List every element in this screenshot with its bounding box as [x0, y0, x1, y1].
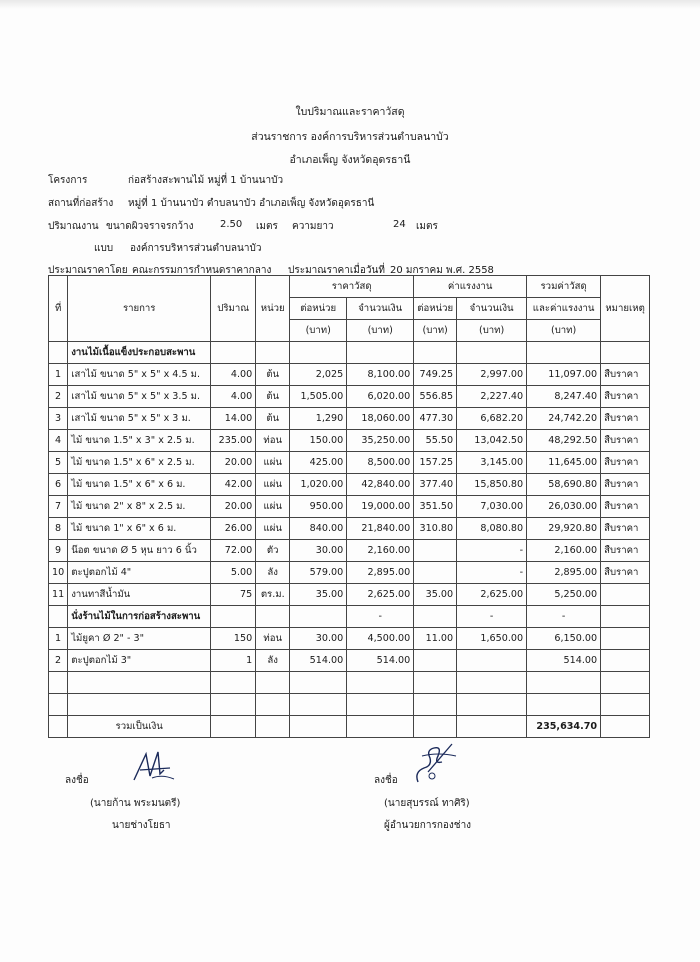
- row-no: 9: [49, 540, 68, 562]
- section2-body: [49, 628, 650, 672]
- row-item: เสาไม้ ขนาด 5" x 5" x 3 ม.: [68, 408, 211, 430]
- header-labor-per-unit: ต่อหน่วย: [414, 298, 457, 320]
- row-remark: สืบราคา: [601, 364, 650, 386]
- table-row: [49, 562, 650, 584]
- row-total: 514.00: [527, 650, 601, 672]
- row-no: 3: [49, 408, 68, 430]
- row-no: 11: [49, 584, 68, 606]
- row-no: 2: [49, 386, 68, 408]
- row-total: 24,742.20: [527, 408, 601, 430]
- row-labor-amount: 7,030.00: [457, 496, 527, 518]
- row-material-unit-price: 30.00: [290, 540, 347, 562]
- dash-cell: -: [347, 606, 414, 628]
- row-unit: แผ่น: [256, 518, 290, 540]
- row-material-amount: 8,100.00: [347, 364, 414, 386]
- table-row: [49, 518, 650, 540]
- row-material-unit-price: 579.00: [290, 562, 347, 584]
- row-material-amount: 514.00: [347, 650, 414, 672]
- table-row: [49, 430, 650, 452]
- row-material-amount: 42,840.00: [347, 474, 414, 496]
- row-total: 58,690.80: [527, 474, 601, 496]
- row-unit: แผ่น: [256, 496, 290, 518]
- row-labor-amount: 2,625.00: [457, 584, 527, 606]
- row-no: 6: [49, 474, 68, 496]
- row-labor-amount: 15,850.80: [457, 474, 527, 496]
- row-labor-amount: 3,145.00: [457, 452, 527, 474]
- blank-row: [49, 694, 650, 716]
- model-value: องค์การบริหารส่วนตำบลนาบัว: [130, 243, 262, 254]
- row-material-amount: 2,895.00: [347, 562, 414, 584]
- row-item: งานทาสีน้ำมัน: [68, 584, 211, 606]
- row-labor-amount: 2,227.40: [457, 386, 527, 408]
- width-unit: เมตร: [256, 221, 278, 232]
- row-remark: สืบราคา: [601, 430, 650, 452]
- header-baht: (บาท): [347, 320, 414, 342]
- row-item: เสาไม้ ขนาด 5" x 5" x 4.5 ม.: [68, 364, 211, 386]
- length-label: ความยาว: [292, 221, 334, 232]
- row-total: 29,920.80: [527, 518, 601, 540]
- row-material-unit-price: 30.00: [290, 628, 347, 650]
- table-row: [49, 386, 650, 408]
- row-labor-unit-price: 55.50: [414, 430, 457, 452]
- row-remark: [601, 584, 650, 606]
- table-row: [49, 364, 650, 386]
- row-labor-amount: -: [457, 540, 527, 562]
- row-material-unit-price: 425.00: [290, 452, 347, 474]
- row-remark: [601, 628, 650, 650]
- location-value: หมู่ที่ 1 บ้านนาบัว ตำบลนาบัว อำเภอเพ็ญ จังหวัดอุดรธานี: [128, 198, 375, 209]
- width-value: 2.50: [220, 219, 243, 230]
- row-total: 48,292.50: [527, 430, 601, 452]
- estimator-label: ประมาณราคาโดย: [48, 265, 128, 276]
- row-unit: ลัง: [256, 650, 290, 672]
- row-qty: 4.00: [211, 364, 256, 386]
- row-material-amount: 18,060.00: [347, 408, 414, 430]
- row-item: น๊อต ขนาด Ø 5 หุน ยาว 6 นิ้ว: [68, 540, 211, 562]
- row-item: ไม้ ขนาด 1" x 6" x 6 ม.: [68, 518, 211, 540]
- row-labor-unit-price: 556.85: [414, 386, 457, 408]
- row-labor-amount: 13,042.50: [457, 430, 527, 452]
- header-qty: ปริมาณ: [211, 276, 256, 342]
- row-qty: 14.00: [211, 408, 256, 430]
- table-row: [49, 650, 650, 672]
- row-material-amount: 6,020.00: [347, 386, 414, 408]
- row-remark: สืบราคา: [601, 452, 650, 474]
- header-unit: หน่วย: [256, 276, 290, 342]
- row-unit: ต้น: [256, 386, 290, 408]
- right-sign-label: ลงชื่อ: [374, 775, 398, 786]
- header-total-a: รวมค่าวัสดุ: [527, 276, 601, 298]
- row-labor-unit-price: 35.00: [414, 584, 457, 606]
- header-baht: (บาท): [457, 320, 527, 342]
- row-labor-amount: 2,997.00: [457, 364, 527, 386]
- row-item: ตะปูตอกไม้ 4": [68, 562, 211, 584]
- table-row: [49, 496, 650, 518]
- row-labor-unit-price: 351.50: [414, 496, 457, 518]
- row-labor-amount: 1,650.00: [457, 628, 527, 650]
- table-row: [49, 584, 650, 606]
- row-material-amount: 35,250.00: [347, 430, 414, 452]
- row-labor-unit-price: [414, 562, 457, 584]
- row-no: 10: [49, 562, 68, 584]
- row-total: 5,250.00: [527, 584, 601, 606]
- row-qty: 5.00: [211, 562, 256, 584]
- row-labor-amount: [457, 650, 527, 672]
- location-label: สถานที่ก่อสร้าง: [48, 198, 114, 209]
- page-shadow: [0, 0, 700, 9]
- section-row: [49, 606, 650, 628]
- length-value: 24: [393, 219, 406, 230]
- section1-body: [49, 364, 650, 606]
- header-row-1: [49, 276, 650, 298]
- district-line: อำเภอเพ็ญ จังหวัดอุดรธานี: [289, 154, 411, 166]
- row-qty: 72.00: [211, 540, 256, 562]
- header-baht: (บาท): [290, 320, 347, 342]
- header-total-c: (บาท): [527, 320, 601, 342]
- quantity-label: ปริมาณงาน: [48, 221, 99, 232]
- table-row: [49, 540, 650, 562]
- table-row: [49, 408, 650, 430]
- row-material-unit-price: 35.00: [290, 584, 347, 606]
- row-material-unit-price: 2,025: [290, 364, 347, 386]
- date-value: 20 มกราคม พ.ศ. 2558: [390, 265, 494, 276]
- row-item: ตะปูตอกไม้ 3": [68, 650, 211, 672]
- row-unit: แผ่น: [256, 474, 290, 496]
- row-qty: 4.00: [211, 386, 256, 408]
- header-material-amount: จำนวนเงิน: [347, 298, 414, 320]
- row-unit: ตร.ม.: [256, 584, 290, 606]
- section-title: นั่งร้านไม้ในการก่อสร้างสะพาน: [68, 606, 211, 628]
- row-unit: ท่อน: [256, 430, 290, 452]
- left-sign-label: ลงชื่อ: [65, 775, 89, 786]
- row-total: 6,150.00: [527, 628, 601, 650]
- org-line: ส่วนราชการ องค์การบริหารส่วนตำบลนาบัว: [251, 131, 449, 143]
- row-remark: สืบราคา: [601, 408, 650, 430]
- row-material-amount: 4,500.00: [347, 628, 414, 650]
- row-remark: [601, 650, 650, 672]
- row-total: 2,895.00: [527, 562, 601, 584]
- grand-total: 235,634.70: [527, 716, 601, 738]
- row-unit: ลัง: [256, 562, 290, 584]
- row-material-amount: 2,625.00: [347, 584, 414, 606]
- row-labor-unit-price: 477.30: [414, 408, 457, 430]
- header-material-per-unit: ต่อหน่วย: [290, 298, 347, 320]
- left-signer-name: (นายก้าน พระมนตรี): [90, 798, 181, 809]
- header-remark: หมายเหตุ: [601, 276, 650, 342]
- header-baht: (บาท): [414, 320, 457, 342]
- header-total-b: และค่าแรงงาน: [527, 298, 601, 320]
- row-material-amount: 2,160.00: [347, 540, 414, 562]
- row-material-amount: 21,840.00: [347, 518, 414, 540]
- right-signer-title: ผู้อำนวยการกองช่าง: [384, 820, 472, 831]
- total-label: รวมเป็นเงิน: [68, 716, 211, 738]
- row-no: 7: [49, 496, 68, 518]
- row-item: ไม้ ขนาด 1.5" x 3" x 2.5 ม.: [68, 430, 211, 452]
- right-signature: [408, 738, 466, 788]
- document-title: ใบปริมาณและราคาวัสดุ: [295, 106, 405, 118]
- row-no: 5: [49, 452, 68, 474]
- row-qty: 20.00: [211, 496, 256, 518]
- table-row: [49, 628, 650, 650]
- left-signer-title: นายช่างโยธา: [112, 820, 171, 831]
- project-value: ก่อสร้างสะพานไม้ หมู่ที่ 1 บ้านนาบัว: [128, 175, 284, 186]
- row-remark: สืบราคา: [601, 540, 650, 562]
- row-qty: 235.00: [211, 430, 256, 452]
- dash-cell: -: [457, 606, 527, 628]
- header-labor: ค่าแรงงาน: [414, 276, 527, 298]
- date-label: ประมาณราคาเมื่อวันที่: [288, 265, 385, 276]
- row-item: ไม้ ขนาด 2" x 8" x 2.5 ม.: [68, 496, 211, 518]
- header-item: รายการ: [68, 276, 211, 342]
- row-no: 8: [49, 518, 68, 540]
- section-title: งานไม้เนื้อแข็งประกอบสะพาน: [68, 342, 211, 364]
- header-no: ที่: [49, 276, 68, 342]
- header-material: ราคาวัสดุ: [290, 276, 414, 298]
- blank-row: [49, 672, 650, 694]
- header-labor-amount: จำนวนเงิน: [457, 298, 527, 320]
- length-unit: เมตร: [416, 221, 438, 232]
- row-qty: 150: [211, 628, 256, 650]
- row-material-unit-price: 840.00: [290, 518, 347, 540]
- row-no: 1: [49, 628, 68, 650]
- row-labor-unit-price: 11.00: [414, 628, 457, 650]
- row-remark: สืบราคา: [601, 496, 650, 518]
- row-labor-unit-price: [414, 650, 457, 672]
- row-item: ไม้ยูคา Ø 2" - 3": [68, 628, 211, 650]
- row-labor-unit-price: [414, 540, 457, 562]
- row-material-unit-price: 514.00: [290, 650, 347, 672]
- row-item: ไม้ ขนาด 1.5" x 6" x 2.5 ม.: [68, 452, 211, 474]
- row-remark: สืบราคา: [601, 518, 650, 540]
- project-label: โครงการ: [48, 175, 88, 186]
- row-item: เสาไม้ ขนาด 5" x 5" x 3.5 ม.: [68, 386, 211, 408]
- row-no: 4: [49, 430, 68, 452]
- row-total: 11,097.00: [527, 364, 601, 386]
- row-labor-unit-price: 310.80: [414, 518, 457, 540]
- row-total: 26,030.00: [527, 496, 601, 518]
- row-qty: 42.00: [211, 474, 256, 496]
- row-unit: ตัว: [256, 540, 290, 562]
- row-item: ไม้ ขนาด 1.5" x 6" x 6 ม.: [68, 474, 211, 496]
- row-total: 11,645.00: [527, 452, 601, 474]
- table-row: [49, 474, 650, 496]
- row-material-amount: 19,000.00: [347, 496, 414, 518]
- row-remark: สืบราคา: [601, 562, 650, 584]
- quantity-value: ขนาดผิวจราจรกว้าง: [106, 221, 194, 232]
- row-qty: 75: [211, 584, 256, 606]
- row-no: 1: [49, 364, 68, 386]
- row-labor-amount: 8,080.80: [457, 518, 527, 540]
- row-unit: แผ่น: [256, 452, 290, 474]
- row-unit: ต้น: [256, 408, 290, 430]
- row-labor-unit-price: 377.40: [414, 474, 457, 496]
- total-row: [49, 716, 650, 738]
- row-material-unit-price: 1,020.00: [290, 474, 347, 496]
- row-labor-unit-price: 749.25: [414, 364, 457, 386]
- row-unit: ท่อน: [256, 628, 290, 650]
- estimator-value: คณะกรรมการกำหนดราคากลาง: [132, 265, 272, 276]
- row-material-unit-price: 1,290: [290, 408, 347, 430]
- row-material-unit-price: 150.00: [290, 430, 347, 452]
- row-labor-amount: -: [457, 562, 527, 584]
- row-labor-unit-price: 157.25: [414, 452, 457, 474]
- row-unit: ต้น: [256, 364, 290, 386]
- dash-cell: -: [527, 606, 601, 628]
- row-material-unit-price: 950.00: [290, 496, 347, 518]
- right-signer-name: (นายสุบรรณ์ ทาศิริ): [384, 798, 470, 809]
- left-signature: [130, 748, 180, 786]
- model-label: แบบ: [94, 243, 114, 254]
- row-material-amount: 8,500.00: [347, 452, 414, 474]
- row-remark: สืบราคา: [601, 474, 650, 496]
- row-no: 2: [49, 650, 68, 672]
- row-qty: 20.00: [211, 452, 256, 474]
- row-labor-amount: 6,682.20: [457, 408, 527, 430]
- estimate-table: [48, 275, 650, 738]
- table-row: [49, 452, 650, 474]
- row-qty: 26.00: [211, 518, 256, 540]
- section-row: [49, 342, 650, 364]
- row-total: 2,160.00: [527, 540, 601, 562]
- row-remark: สืบราคา: [601, 386, 650, 408]
- row-material-unit-price: 1,505.00: [290, 386, 347, 408]
- row-total: 8,247.40: [527, 386, 601, 408]
- row-qty: 1: [211, 650, 256, 672]
